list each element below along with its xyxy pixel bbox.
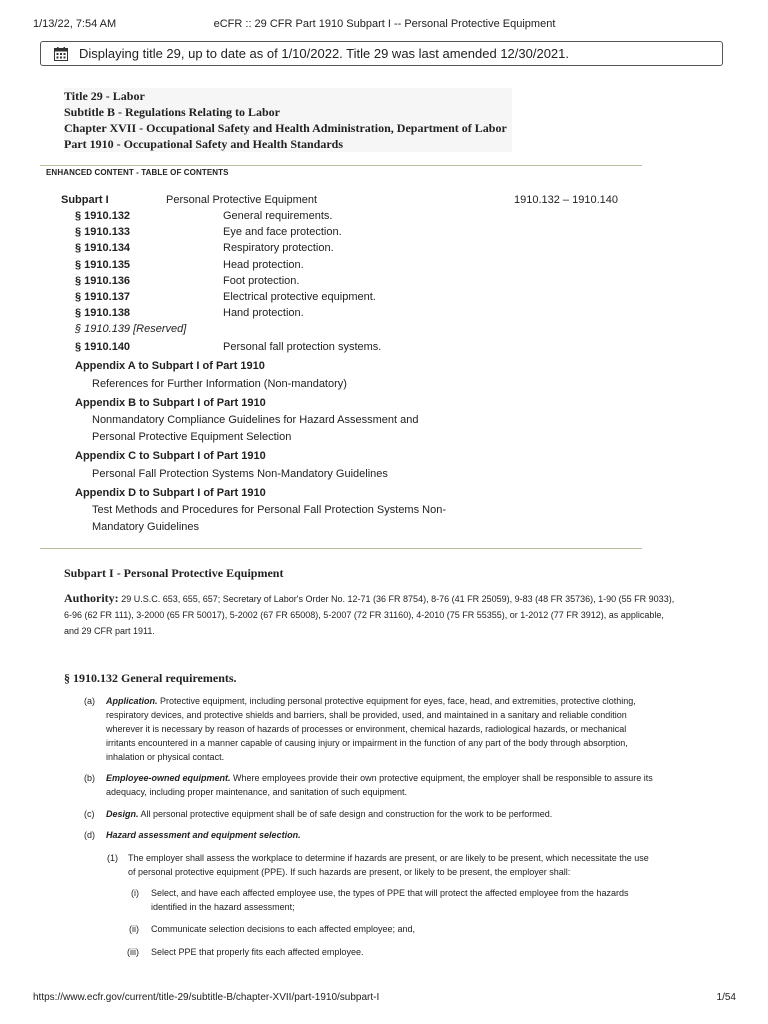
calendar-icon xyxy=(54,47,68,61)
paragraph-line: Select, and have each affected employee use, the types of PPE that will protect the affected employee from the hazards xyxy=(151,888,629,898)
paragraph-line: wherever it is necessary by reason of hazards of processes or environment, chemical hazards, radiological hazards, or mechanical xyxy=(106,724,627,734)
paragraph-d1iii xyxy=(127,945,727,959)
toc-appendix-desc[interactable]: Mandatory Guidelines xyxy=(92,521,200,533)
toc-section-title[interactable]: General requirements. xyxy=(223,210,333,222)
toc-section-number[interactable]: § 1910.136 xyxy=(75,275,131,287)
version-banner xyxy=(40,41,723,66)
divider-bottom xyxy=(40,548,642,549)
hierarchy-title[interactable]: Title 29 - Labor xyxy=(64,89,145,103)
paragraph-d1ii xyxy=(129,922,729,936)
paragraph-marker: (i) xyxy=(131,888,139,898)
print-url: https://www.ecfr.gov/current/title-29/subtitle-B/chapter-XVII/part-1910/subpart-I xyxy=(33,992,380,1003)
paragraph-line: Where employees provide their own protective equipment, the employer shall be responsible to assure its xyxy=(233,773,653,783)
toc-appendix-title[interactable]: Appendix B to Subpart I of Part 1910 xyxy=(75,397,266,409)
print-header xyxy=(33,18,736,32)
print-page-title: eCFR :: 29 CFR Part 1910 Subpart I -- Personal Protective Equipment xyxy=(213,18,556,30)
toc-appendix-title[interactable]: Appendix D to Subpart I of Part 1910 xyxy=(75,487,266,499)
print-footer xyxy=(33,992,736,1006)
section-heading: § 1910.132 General requirements. xyxy=(64,671,237,685)
paragraph-d1i xyxy=(131,886,731,914)
paragraph-line: The employer shall assess the workplace to determine if hazards are present, or are likely to be present, which necessitate the use xyxy=(128,853,649,863)
toc-section-title[interactable]: Foot protection. xyxy=(223,275,300,287)
paragraph-line: Communicate selection decisions to each affected employee; and, xyxy=(151,924,415,934)
paragraph-line: inhalation or physical contact. xyxy=(106,752,225,762)
paragraph-line: respiratory devices, and protective shields and barriers, shall be provided, used, and maintained in a sanitary and reliable condition xyxy=(106,710,627,720)
paragraph-line: adequacy, including proper maintenance, and sanitation of such equipment. xyxy=(106,787,408,797)
print-date: 1/13/22, 7:54 AM xyxy=(33,18,117,30)
paragraph-line: Select PPE that properly fits each affected employee. xyxy=(151,947,364,957)
paragraph-marker: (1) xyxy=(107,853,118,863)
paragraph-marker: (c) xyxy=(84,809,95,819)
toc-section-number[interactable]: § 1910.137 xyxy=(75,291,131,303)
paragraph-heading: Employee-owned equipment. xyxy=(106,773,231,783)
toc-section-number[interactable]: § 1910.138 xyxy=(75,307,131,319)
print-page-number: 1/54 xyxy=(716,992,736,1003)
paragraph-heading: Design. xyxy=(106,809,139,819)
authority-note xyxy=(64,590,720,639)
paragraph-a xyxy=(84,694,724,764)
toc-appendix-desc[interactable]: Test Methods and Procedures for Personal Fall Protection Systems Non- xyxy=(92,504,446,516)
hierarchy-chapter[interactable]: Chapter XVII - Occupational Safety and Health Administration, Department of Labor xyxy=(64,121,507,135)
toc-subpart-title[interactable]: Personal Protective Equipment xyxy=(166,194,318,206)
paragraph-line: Protective equipment, including personal protective equipment for eyes, face, head, and extremities, protective clothing, xyxy=(160,696,636,706)
toc-section-title[interactable]: Personal fall protection systems. xyxy=(223,341,382,353)
toc-section-number[interactable]: § 1910.133 xyxy=(75,226,131,238)
enhanced-content-label: ENHANCED CONTENT - TABLE OF CONTENTS xyxy=(46,168,229,177)
paragraph-marker: (iii) xyxy=(127,947,139,957)
toc-section-title[interactable]: Respiratory protection. xyxy=(223,242,334,254)
toc-section-title[interactable]: Hand protection. xyxy=(223,307,304,319)
toc-appendix-desc[interactable]: Personal Fall Protection Systems Non-Mandatory Guidelines xyxy=(92,468,388,480)
toc-section-number[interactable]: § 1910.132 xyxy=(75,210,131,222)
paragraph-d xyxy=(84,828,724,842)
paragraph-c xyxy=(84,807,724,821)
toc-appendix-desc[interactable]: References for Further Information (Non-mandatory) xyxy=(92,378,347,390)
toc-section-title[interactable]: Eye and face protection. xyxy=(223,226,342,238)
authority-line: and 29 CFR part 1911. xyxy=(64,626,155,636)
toc-appendix-desc[interactable]: Personal Protective Equipment Selection xyxy=(92,431,292,443)
toc-section-number[interactable]: § 1910.135 xyxy=(75,259,131,271)
hierarchy xyxy=(64,88,512,152)
authority-label: Authority: xyxy=(64,591,119,605)
authority-line: 29 U.S.C. 653, 655, 657; Secretary of Labor's Order No. 12-71 (36 FR 8754), 8-76 (41 FR 25059), 9-83 (48 FR 35736), 1-90 (55 FR 9033), xyxy=(121,594,675,604)
paragraph-line: irritants encountered in a manner capable of causing injury or impairment in the function of any part of the body through absorption, xyxy=(106,738,628,748)
paragraph-line: All personal protective equipment shall be of safe design and construction for the work to be performed. xyxy=(140,809,553,819)
toc-section-reserved[interactable]: § 1910.139 [Reserved] xyxy=(75,323,187,335)
paragraph-marker: (a) xyxy=(84,696,95,706)
banner-text: Displaying title 29, up to date as of 1/10/2022. Title 29 was last amended 12/30/2021. xyxy=(79,46,569,61)
subpart-heading: Subpart I - Personal Protective Equipment xyxy=(64,566,284,580)
paragraph-b xyxy=(84,771,724,799)
toc-section-number[interactable]: § 1910.134 xyxy=(75,242,131,254)
divider-top xyxy=(40,165,642,166)
toc-subpart-range: 1910.132 – 1910.140 xyxy=(514,194,618,206)
authority-line: 6-96 (62 FR 111), 3-2000 (65 FR 50017), 5-2002 (67 FR 65008), 5-2007 (72 FR 31160), 4-2010 (75 FR 55355), or 1-2012 (77 FR 3912), as applicable, xyxy=(64,610,664,620)
toc-appendix-title[interactable]: Appendix C to Subpart I of Part 1910 xyxy=(75,450,266,462)
paragraph-marker: (d) xyxy=(84,830,95,840)
toc-section-title[interactable]: Electrical protective equipment. xyxy=(223,291,376,303)
paragraph-line: identified in the hazard assessment; xyxy=(151,902,295,912)
toc-subpart-label[interactable]: Subpart I xyxy=(61,194,109,206)
paragraph-marker: (b) xyxy=(84,773,95,783)
hierarchy-part[interactable]: Part 1910 - Occupational Safety and Health Standards xyxy=(64,137,344,151)
paragraph-heading: Application. xyxy=(106,696,158,706)
toc-appendix-title[interactable]: Appendix A to Subpart I of Part 1910 xyxy=(75,360,265,372)
toc-section-title[interactable]: Head protection. xyxy=(223,259,304,271)
hierarchy-subtitle[interactable]: Subtitle B - Regulations Relating to Labor xyxy=(64,105,281,119)
toc-section-number[interactable]: § 1910.140 xyxy=(75,341,131,353)
paragraph-line: of personal protective equipment (PPE). If such hazards are present, or likely to be present, the employer shall: xyxy=(128,867,571,877)
paragraph-heading: Hazard assessment and equipment selection. xyxy=(106,830,301,840)
paragraph-marker: (ii) xyxy=(129,924,139,934)
toc-appendix-desc[interactable]: Nonmandatory Compliance Guidelines for Hazard Assessment and xyxy=(92,414,419,426)
paragraph-d1 xyxy=(107,851,727,879)
